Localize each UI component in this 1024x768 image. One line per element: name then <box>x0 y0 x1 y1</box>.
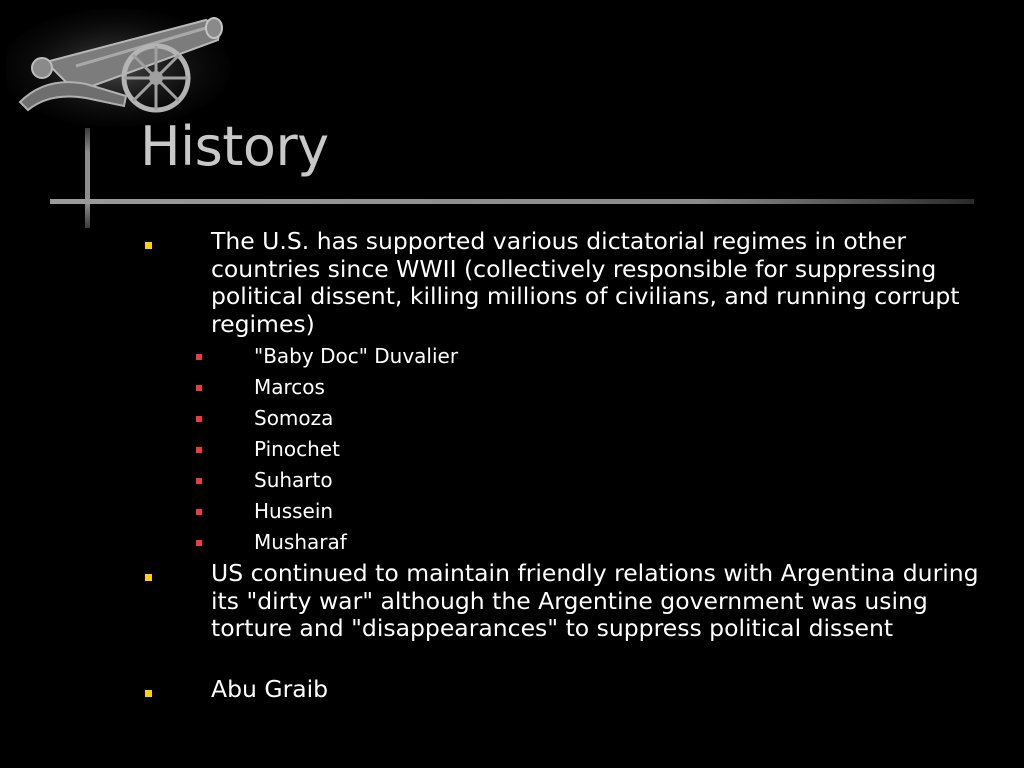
sub-bullet-marker <box>196 540 202 546</box>
bullet-text: US continued to maintain friendly relations with Argentina during its "dirty war" although the Argentine government was using torture and "disappearances" to suppress political dissent <box>211 559 979 642</box>
sub-item-text: Somoza <box>254 406 334 430</box>
sub-bullet-marker <box>196 416 202 422</box>
bullet-text: Abu Graib <box>211 675 329 703</box>
sub-item-text: Pinochet <box>254 437 340 461</box>
cannon-icon <box>6 6 232 126</box>
vertical-rule <box>85 128 90 228</box>
sub-bullet-marker <box>196 385 202 391</box>
horizontal-rule <box>50 199 974 204</box>
bullet-marker <box>145 242 152 249</box>
bullet-text: The U.S. has supported various dictatorial regimes in other countries since WWII (collectively responsible for suppressing political dissent, killing millions of civilians, and running corrupt regimes) <box>211 227 960 338</box>
sub-item-text: Suharto <box>254 468 333 492</box>
sub-bullet-marker <box>196 509 202 515</box>
slide-title: History <box>140 115 329 178</box>
sub-item-text: Marcos <box>254 375 325 399</box>
bullet-marker <box>145 690 152 697</box>
sub-bullet-marker <box>196 354 202 360</box>
sub-bullet-marker <box>196 478 202 484</box>
sub-item-text: Musharaf <box>254 530 347 554</box>
sub-item-text: "Baby Doc" Duvalier <box>254 344 459 368</box>
sub-bullet-marker <box>196 447 202 453</box>
sub-item-text: Hussein <box>254 499 334 523</box>
bullet-marker <box>145 574 152 581</box>
